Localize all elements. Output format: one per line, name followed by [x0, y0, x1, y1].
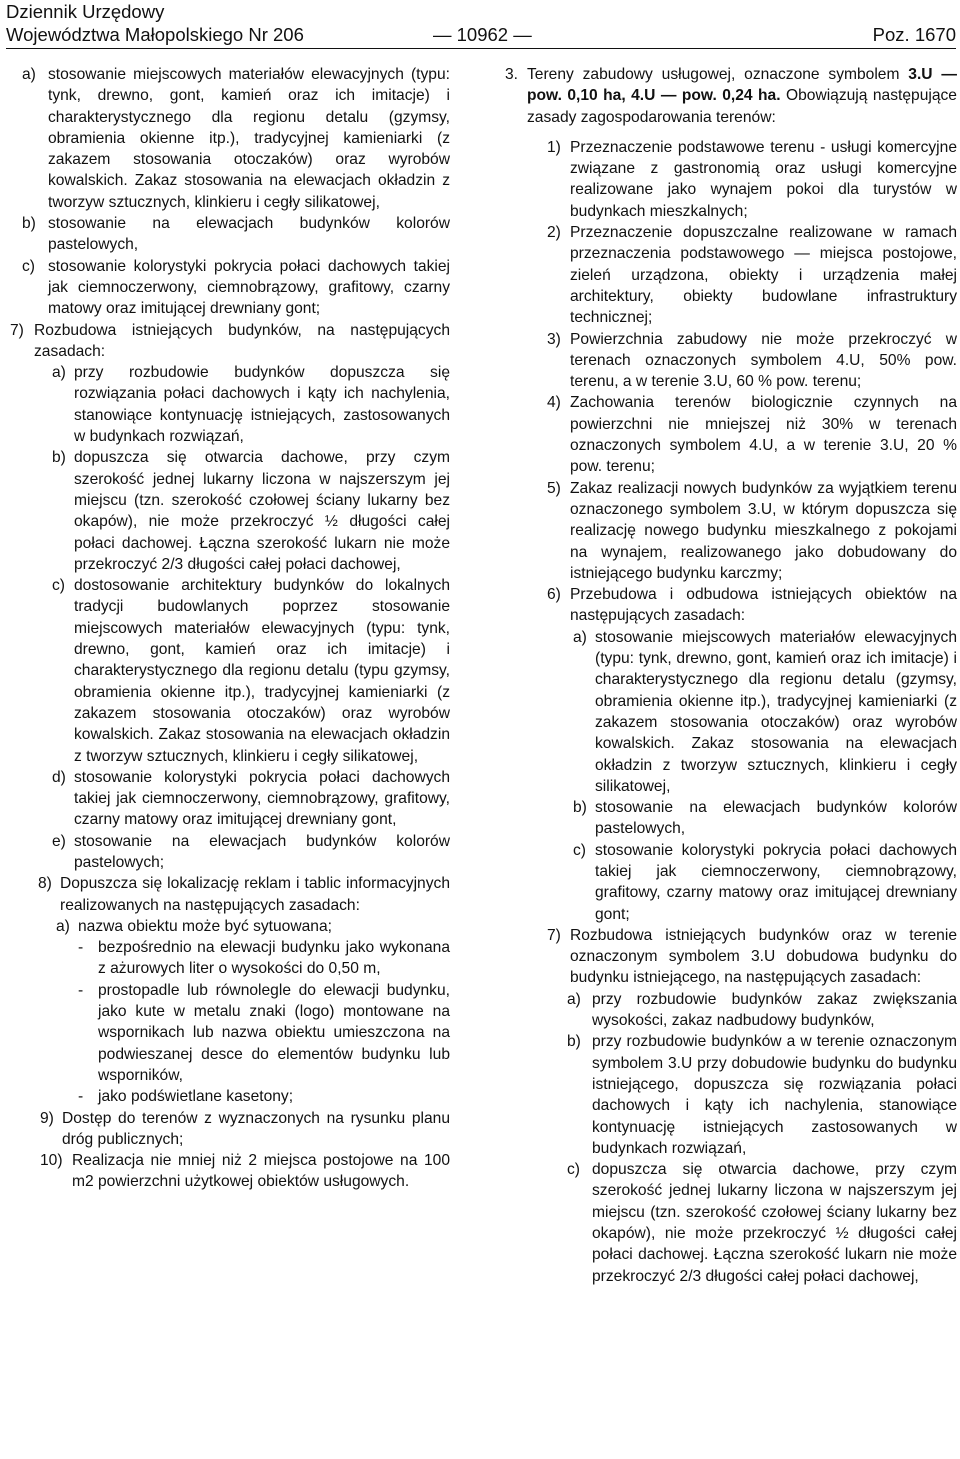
item-label: b) — [567, 1033, 581, 1051]
item-text: prostopadle lub równolegle do elewacji budynku, jako kute w metalu znaki (logo) montowane na wspornikach lub nazwa obiektu umieszczona na podwieszanej desce do elementów budynku lub wsporników, — [98, 981, 450, 1084]
list-item — [505, 478, 957, 584]
intro-text: Tereny zabudowy usługowej, oznaczone symbolem — [527, 66, 909, 83]
list-item — [505, 797, 957, 840]
item-text: stosowanie kolorystyki pokrycia połaci dachowych takiej jak ciemnoczerwony, ciemnobrązowy, grafitowy, czarny matowy oraz imitującej drewniany gont; — [595, 841, 957, 923]
section-intro — [505, 64, 957, 128]
journal-issue: Województwa Małopolskiego Nr 206 — [6, 24, 304, 45]
journal-title: Dziennik Urzędowy — [6, 1, 165, 22]
header-rule — [6, 48, 956, 49]
item-label: a) — [22, 66, 36, 83]
item-text: Przebudowa i odbudowa istniejących obiektów na następujących zasadach: — [570, 586, 957, 625]
item-text: Dostęp do terenów z wyznaczonych na rysunku planu dróg publicznych; — [62, 1109, 450, 1148]
list-item — [505, 627, 957, 797]
list-item — [505, 1031, 957, 1159]
item-text: Realizacja nie mniej niż 2 miejsca postojowe na 100 m2 powierzchni użytkowej obiektów usługowych. — [72, 1152, 450, 1191]
item-text: Przeznaczenie podstawowe terenu - usługi komercyjne związane z gastronomią oraz usługi komercyjne realizowane jako wynajem pokoi dla turystów w budynkach mieszkalnych; — [570, 138, 957, 220]
item-text: dopuszcza się otwarcia dachowe, przy czym szerokość jednej lukarny liczona w najszerszym jej miejscu (tzn. szerokość czołowej ściany lukarny bez okapów), nie może przekroczyć ½ długości całej połaci dachowej. Łączna szerokość lukarn nie może przekroczyć 2/3 długości całej połaci dachowej, — [592, 1161, 957, 1285]
page-number: — 10962 — — [433, 24, 532, 45]
list-item — [10, 1108, 450, 1151]
list-item — [505, 137, 957, 222]
list-item — [505, 989, 957, 1032]
header-row — [6, 23, 956, 46]
left-column — [10, 64, 450, 1193]
item-text: stosowanie kolorystyki pokrycia połaci dachowych takiej jak ciemnoczerwony, ciemnobrązowy, grafitowy, czarny matowy oraz imitującej drewniany gont, — [74, 768, 450, 829]
item-text: stosowanie na elewacjach budynków kolorów pastelowych; — [74, 832, 450, 871]
list-item — [10, 916, 450, 937]
item-text: Rozbudowa istniejących budynków, na następujących zasadach: — [34, 321, 450, 360]
page-header — [6, 0, 956, 46]
list-item — [10, 362, 450, 447]
item-text: nazwa obiektu może być sytuowana; — [78, 917, 332, 935]
list-item — [505, 840, 957, 925]
item-label: a) — [52, 364, 66, 382]
intro-text-cont: Obowiązują następujące zasady zagospodarowania terenów: — [527, 87, 957, 126]
item-label: 6) — [547, 586, 561, 604]
item-text: bezpośrednio na elewacji budynku jako wykonana z ażurowych liter o wysokości do 0,50 m, — [98, 939, 450, 978]
item-label: a) — [56, 917, 70, 935]
item-text: Przeznaczenie dopuszczalne realizowane w ramach przeznaczenia podstawowego — miejsca postojowe, zieleń urządzona, obiekty i urządzenia małej architektury, obiekty budowlane infrastruktury technicznej; — [570, 224, 957, 327]
item-label: a) — [567, 990, 581, 1008]
item-label: - — [78, 1088, 84, 1106]
item-text: Zakaz realizacji nowych budynków za wyjątkiem terenu oznaczonego symbolem 3.U, w którym dopuszcza się realizację nowego budynku mieszkalnego z pokojami na wynajem, realizowanego jako dobudowany do istniejącego budynku karczmy; — [570, 479, 957, 582]
item-text: Zachowania terenów biologicznie czynnych na powierzchni nie mniejszej niż 30% w terenach oznaczonych symbolem 4.U, a w terenie 3.U, 20 % pow. terenu; — [570, 394, 957, 476]
item-label: d) — [52, 768, 66, 786]
item-text: stosowanie kolorystyki pokrycia połaci dachowych takiej jak ciemnoczerwony, ciemnobrązowy, grafitowy, czarny matowy oraz imitującej drewniany gont; — [48, 257, 450, 318]
item-text: Rozbudowa istniejących budynków oraz w terenie oznaczonym symbolem 3.U dobudowa budynku do budynku istniejącego, na następujących zasadach: — [570, 926, 957, 987]
list-item — [10, 1086, 450, 1107]
item-label: c) — [573, 841, 586, 859]
item-text: dopuszcza się otwarcia dachowe, przy czym szerokość jednej lukarny liczona w najszerszym jej miejscu (tzn. szerokość czołowej ściany lukarny bez okapów), nie może przekroczyć ½ długości całej połaci dachowej. Łączna szerokość lukarn nie może przekroczyć 2/3 długości całej połaci dachowej, — [74, 449, 450, 573]
item-label: 8) — [38, 875, 52, 893]
item-text: stosowanie na elewacjach budynków kolorów pastelowych, — [595, 799, 957, 838]
list-item — [10, 320, 450, 363]
intro-bold-areas: 3.U — pow. 0,10 ha, 4.U — pow. 0,24 ha. — [527, 66, 957, 105]
item-text: przy rozbudowie budynków a w terenie oznaczonym symbolem 3.U przy dobudowie budynku do budynku istniejącego, dopuszcza się rozwiązania połaci dachowych i kąty ich nachylenia, stanowiące kontynuację istniejących zastosowanych w budynkach rozwiązań, — [592, 1033, 957, 1157]
item-label: 4) — [547, 394, 561, 412]
item-label: b) — [573, 799, 587, 817]
item-label: 5) — [547, 479, 561, 497]
item-text: przy rozbudowie budynków zakaz zwiększania wysokości, zakaz nadbudowy budynków, — [592, 990, 957, 1030]
item-text: stosowanie miejscowych materiałów elewacyjnych (typu: tynk, drewno, gont, kamień oraz ich imitacje) i charakterystycznego dla regionu detalu (gzymsy, obramienia okienne itp.), tradycyjnej kamieniarki (z zakazem stosowania otoczaków) oraz wyrobów kowalskich. Zakaz stosowania na elewacjach okładzin z tworzyw sztucznych, klinkieru i cegły silikatowej, — [48, 66, 450, 211]
item-label: 2) — [547, 224, 561, 242]
item-label: 7) — [10, 321, 24, 339]
item-label: b) — [22, 215, 36, 233]
list-item — [10, 213, 450, 256]
item-label: b) — [52, 449, 66, 467]
item-label: 10) — [40, 1152, 63, 1170]
item-text: jako podświetlane kasetony; — [98, 1088, 294, 1106]
list-item — [10, 1150, 450, 1193]
list-item — [10, 937, 450, 980]
item-label: - — [78, 939, 84, 957]
position-number: Poz. 1670 — [872, 24, 956, 45]
item-label: 9) — [40, 1109, 54, 1127]
section-text — [527, 64, 957, 128]
item-label: c) — [567, 1161, 580, 1179]
item-label: c) — [22, 257, 35, 275]
item-text: stosowanie na elewacjach budynków kolorów pastelowych, — [48, 215, 450, 254]
list-item — [10, 256, 450, 320]
item-label: 7) — [547, 926, 561, 944]
item-text: Powierzchnia zabudowy nie może przekroczyć w terenach oznaczonych symbolem 4.U, 50% pow. terenu, a w terenie 3.U, 60 % pow. terenu; — [570, 330, 957, 391]
list-item — [10, 873, 450, 916]
list-item — [10, 447, 450, 575]
list-item — [10, 980, 450, 1086]
item-label: e) — [52, 832, 66, 850]
list-item — [505, 329, 957, 393]
item-label: c) — [52, 577, 65, 595]
list-item — [505, 925, 957, 989]
item-text: stosowanie miejscowych materiałów elewacyjnych (typu: tynk, drewno, gont, kamień oraz ich imitacje) i charakterystycznego dla regionu detalu (gzymsy, obramienia okienne itp.), tradycyjnej kamieniarki (z zakazem stosowania otoczaków) oraz wyrobów kowalskich. Zakaz stosowania na elewacjach okładzin z tworzyw sztucznych, klinkieru i cegły silikatowej, — [595, 628, 957, 795]
item-text: dostosowanie architektury budynków do lokalnych tradycji budowlanych poprzez stosowanie miejscowych materiałów elewacyjnych (typu: tynk, drewno, gont, kamień oraz ich imitacje) i charakterystycznego dla regionu detalu (typu gzymsy, obramienia okienne itp.), tradycyjnej kamieniarki (z zakazem stosowania otoczaków) oraz wyrobów kowalskich. Zakaz stosowania na elewacjach okładzin z tworzyw sztucznych, klinkieru i cegły silikatowej, — [74, 577, 450, 765]
list-item — [10, 64, 450, 213]
list-item — [505, 1159, 957, 1287]
list-item — [505, 392, 957, 477]
item-text: przy rozbudowie budynków dopuszcza się rozwiązania połaci dachowych i kąty ich nachylenia, stanowiące kontynuację istniejących, zastosowanych w budynkach rozwiązań, — [74, 364, 450, 446]
list-item — [10, 575, 450, 767]
item-label: - — [78, 981, 84, 999]
list-item — [505, 584, 957, 627]
right-column — [505, 64, 957, 1287]
item-label: a) — [573, 628, 587, 646]
list-item — [10, 831, 450, 874]
item-label: 1) — [547, 138, 561, 156]
list-item — [505, 222, 957, 328]
item-label: 3) — [547, 330, 561, 348]
list-item — [10, 767, 450, 831]
item-text: Dopuszcza się lokalizację reklam i tablic informacyjnych realizowanych na następujących zasadach: — [60, 875, 450, 914]
section-label: 3. — [505, 66, 519, 83]
